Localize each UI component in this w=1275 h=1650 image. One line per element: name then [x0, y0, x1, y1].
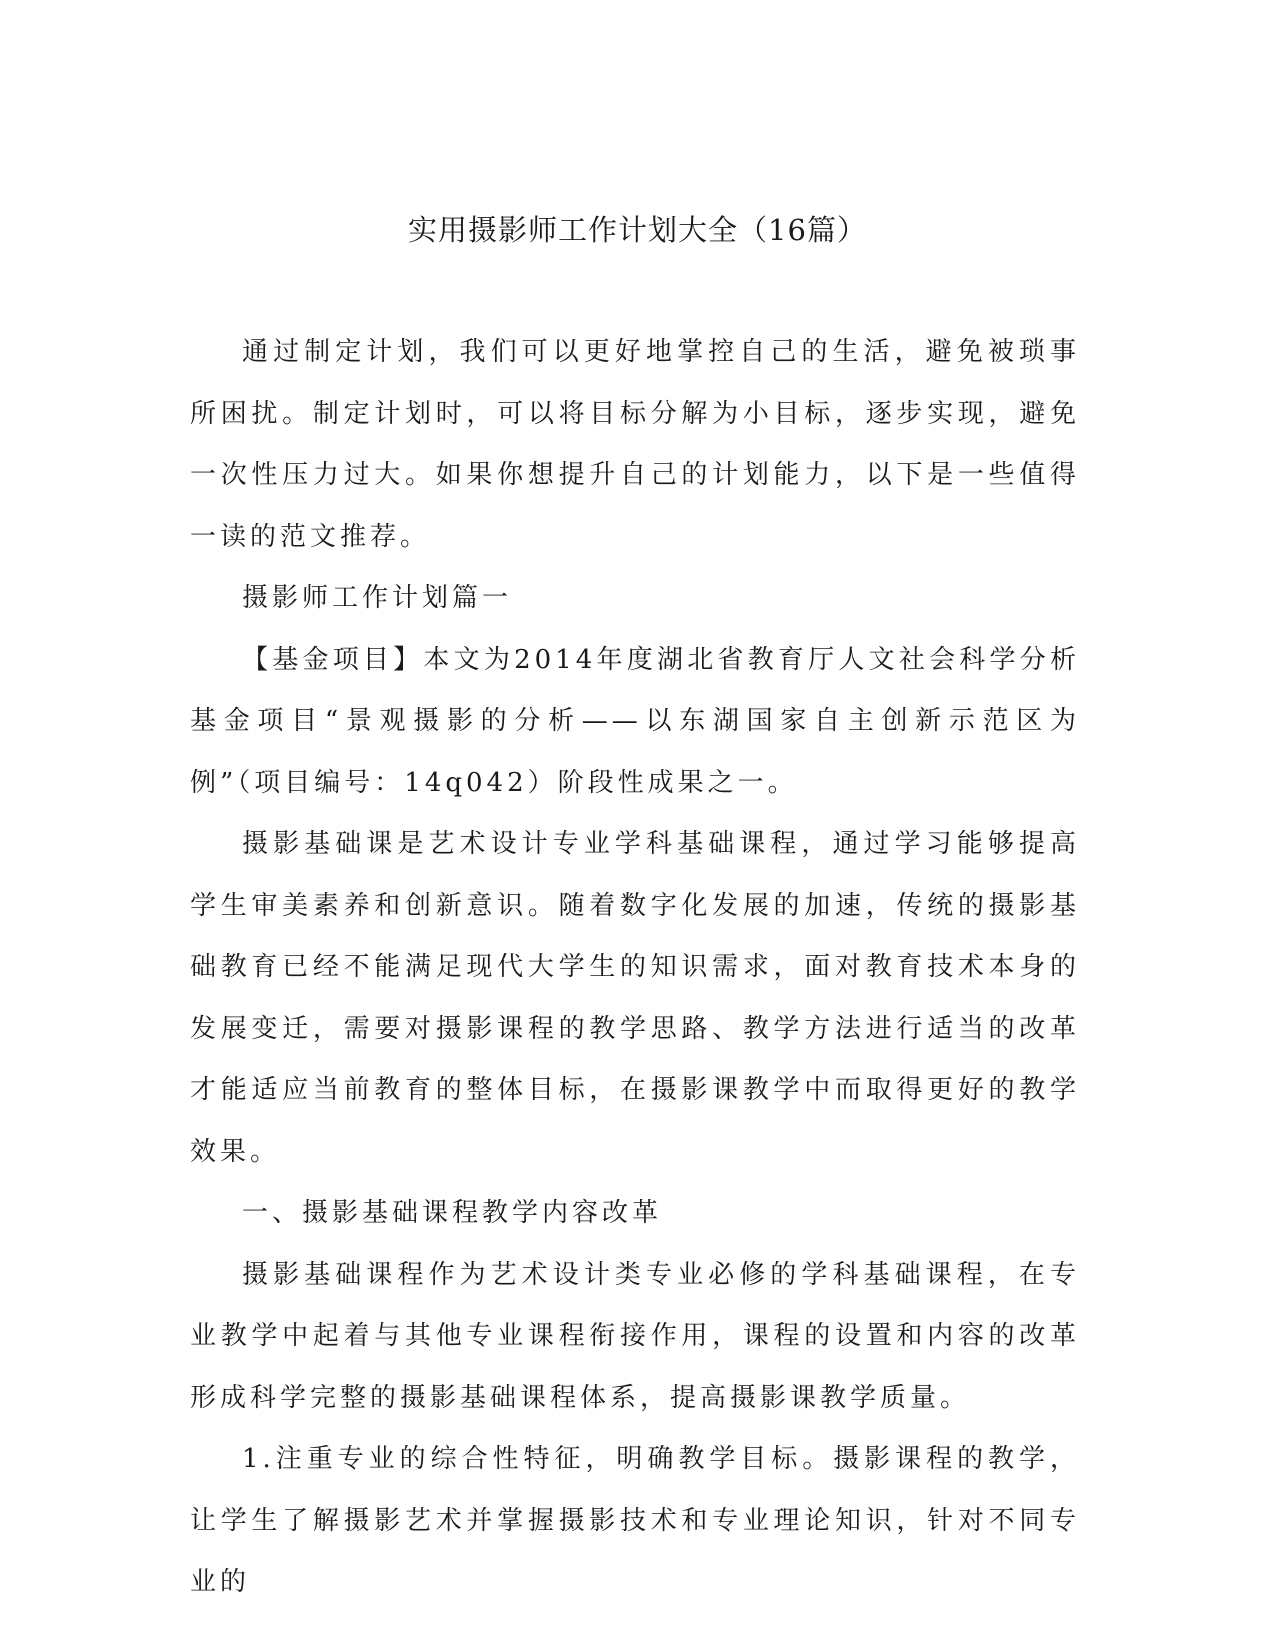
paragraph-course-system: 摄影基础课程作为艺术设计类专业必修的学科基础课程，在专业教学中起着与其他专业课程衔接作用，课程的设置和内容的改革形成科学完整的摄影基础课程体系，提高摄影课教学质量。: [190, 1259, 1080, 1413]
paragraph-course-overview: 摄影基础课是艺术设计专业学科基础课程，通过学习能够提高学生审美素养和创新意识。随着数字化发展的加速，传统的摄影基础教育已经不能满足现代大学生的知识需求，面对教育技术本身的发展变迁，需要对摄影课程的教学思路、教学方法进行适当的改革才能适应当前教育的整体目标，在摄影课教学中而取得更好的教学效果。: [190, 829, 1080, 1167]
paragraph-fund-note: 【基金项目】本文为2014年度湖北省教育厅人文社会科学分析基金项目“景观摄影的分析——以东湖国家自主创新示范区为例”（项目编号：14q042）阶段性成果之一。: [190, 644, 1080, 798]
document-body: [190, 322, 1080, 1614]
section-heading-content-reform: 一、摄影基础课程教学内容改革: [242, 1198, 663, 1228]
section-heading-part-one: 摄影师工作计划篇一: [242, 583, 513, 613]
paragraph-intro: 通过制定计划，我们可以更好地掌控自己的生活，避免被琐事所困扰。制定计划时，可以将目标分解为小目标，逐步实现，避免一次性压力过大。如果你想提升自己的计划能力，以下是一些值得一读的范文推荐。: [190, 337, 1080, 552]
paragraph-point-one: 1.注重专业的综合性特征，明确教学目标。摄影课程的教学，让学生了解摄影艺术并掌握摄影技术和专业理论知识，针对不同专业的: [190, 1444, 1080, 1597]
document-title: 实用摄影师工作计划大全（16篇）: [408, 213, 867, 247]
